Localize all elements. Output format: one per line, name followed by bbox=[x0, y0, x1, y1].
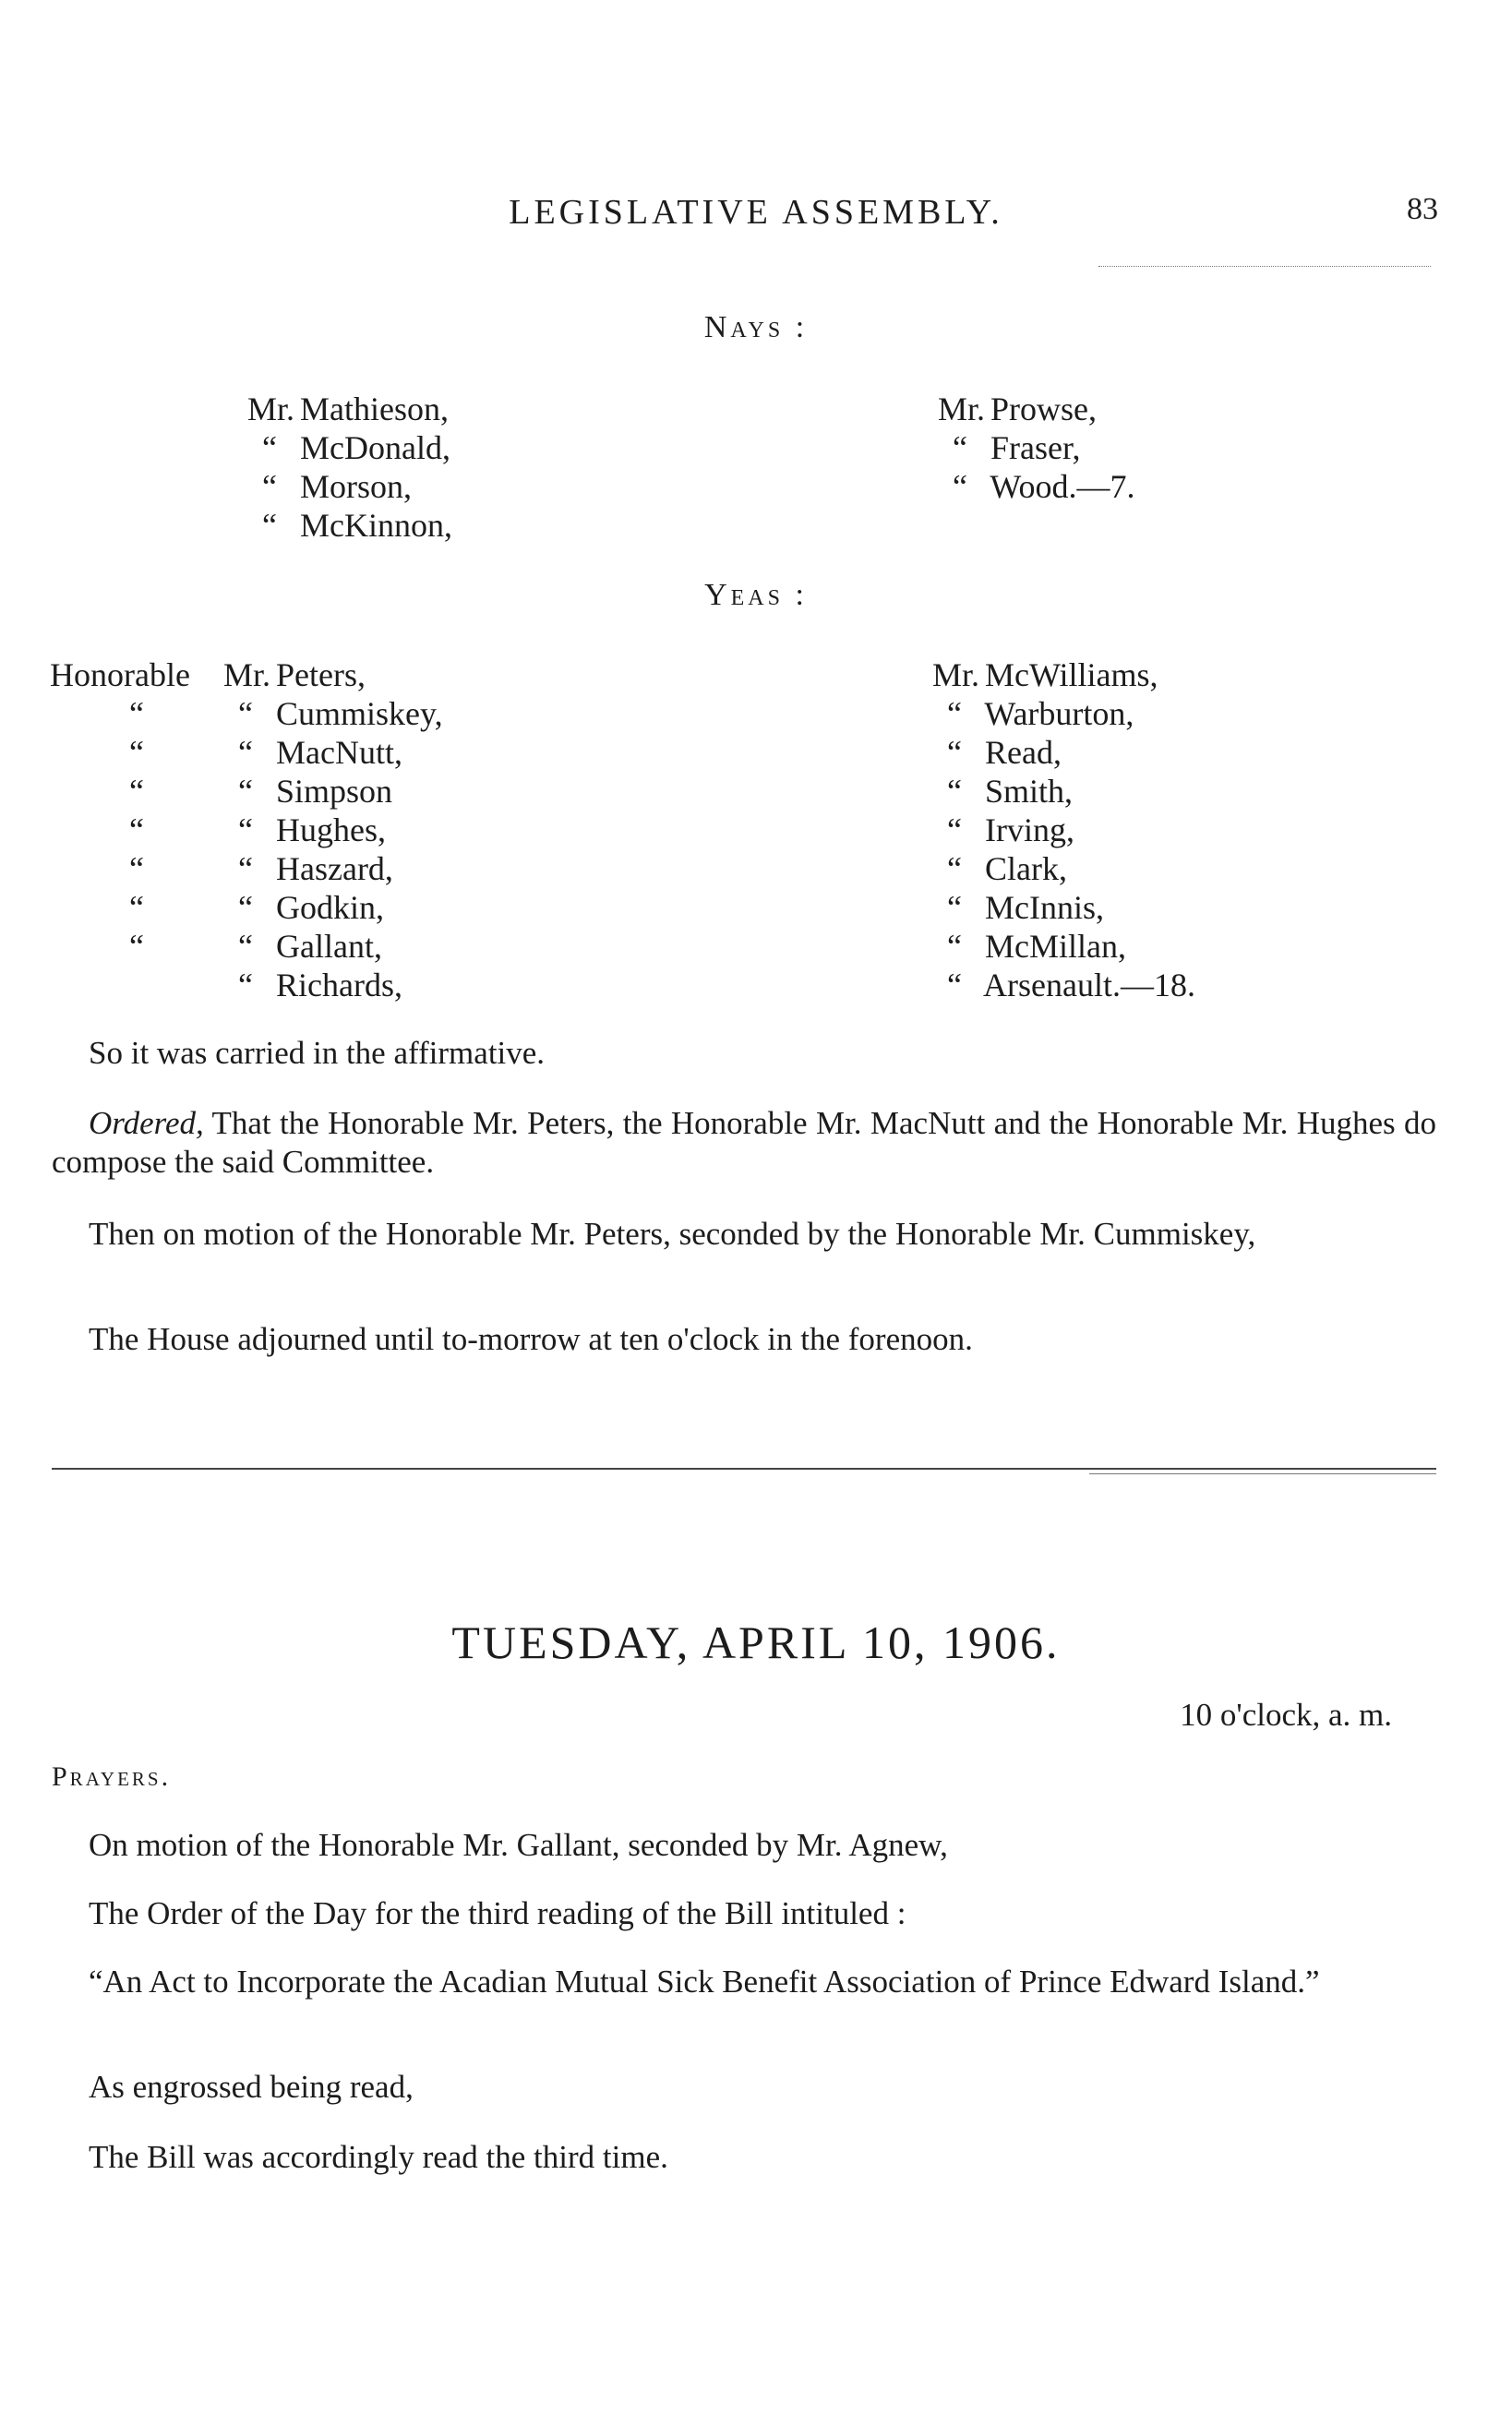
member-name: Warburton, bbox=[984, 695, 1134, 732]
vote-title: “ bbox=[129, 695, 144, 732]
vote-prefix: “ bbox=[947, 811, 962, 848]
vote-title: “ bbox=[129, 850, 144, 887]
member-name: Cummiskey, bbox=[276, 695, 443, 732]
vote-prefix: “ bbox=[947, 695, 962, 732]
vote-entry bbox=[50, 811, 443, 849]
vote-prefix: “ bbox=[238, 734, 253, 771]
member-name: MacNutt, bbox=[276, 734, 402, 771]
vote-prefix: “ bbox=[953, 468, 967, 505]
member-name: Clark, bbox=[985, 850, 1067, 887]
vote-entry bbox=[938, 390, 1134, 428]
member-name: Hughes, bbox=[276, 811, 386, 848]
day-motion-paragraph: On motion of the Honorable Mr. Gallant, seconded by Mr. Agnew, bbox=[89, 1827, 948, 1863]
vote-prefix: “ bbox=[262, 468, 277, 505]
vote-prefix: “ bbox=[947, 967, 962, 1003]
vote-prefix: Mr. bbox=[938, 390, 986, 427]
vote-entry bbox=[50, 655, 443, 694]
member-name: Peters, bbox=[276, 656, 366, 693]
member-name: Prowse, bbox=[990, 390, 1097, 427]
vote-prefix: “ bbox=[238, 928, 253, 965]
member-name: Richards, bbox=[276, 967, 402, 1003]
engrossed-paragraph: As engrossed being read, bbox=[89, 2069, 414, 2105]
vote-entry bbox=[50, 849, 443, 888]
vote-title: “ bbox=[129, 734, 144, 771]
adjourned-paragraph: The House adjourned until to-morrow at ten o'clock in the forenoon. bbox=[89, 1321, 973, 1357]
member-name: Godkin, bbox=[276, 889, 384, 926]
member-name: Gallant, bbox=[276, 928, 382, 965]
bill-title-paragraph: “An Act to Incorporate the Acadian Mutual Sick Benefit Association of Prince Edward Island.” bbox=[89, 1964, 1320, 2000]
vote-prefix: “ bbox=[947, 928, 962, 965]
prayers-label: Prayers. bbox=[52, 1761, 172, 1792]
member-name: Fraser, bbox=[990, 429, 1081, 466]
vote-entry bbox=[932, 966, 1195, 1004]
third-reading-paragraph: The Bill was accordingly read the third time. bbox=[89, 2139, 668, 2175]
member-name: Arsenault.—18. bbox=[983, 967, 1195, 1003]
yeas-left-column bbox=[50, 655, 443, 1004]
vote-prefix: “ bbox=[947, 850, 962, 887]
day-heading: TUESDAY, APRIL 10, 1906. bbox=[451, 1616, 1061, 1668]
vote-entry bbox=[50, 888, 443, 927]
member-name: McWilliams, bbox=[985, 656, 1158, 693]
vote-prefix: “ bbox=[947, 889, 962, 926]
member-name: Simpson bbox=[276, 773, 393, 810]
vote-prefix: “ bbox=[238, 773, 253, 810]
member-name: Morson, bbox=[300, 468, 413, 505]
vote-title: “ bbox=[129, 811, 144, 848]
section-divider-secondary bbox=[1089, 1473, 1436, 1474]
vote-entry bbox=[50, 733, 443, 772]
member-name: Mathieson, bbox=[300, 390, 449, 427]
vote-entry bbox=[247, 390, 452, 428]
header-rule bbox=[1098, 266, 1431, 267]
member-name: Wood.—7. bbox=[990, 468, 1135, 505]
vote-prefix: “ bbox=[953, 429, 967, 466]
nays-right-column bbox=[938, 390, 1134, 506]
vote-entry bbox=[932, 849, 1195, 888]
vote-entry bbox=[247, 506, 452, 545]
ordered-paragraph bbox=[52, 1104, 1436, 1182]
vote-prefix: “ bbox=[947, 734, 962, 771]
page-number: 83 bbox=[1407, 192, 1438, 226]
ordered-lead: Ordered, bbox=[89, 1105, 204, 1141]
vote-entry bbox=[932, 888, 1195, 927]
vote-prefix: Mr. bbox=[223, 656, 271, 693]
vote-entry bbox=[50, 694, 443, 733]
member-name: McInnis, bbox=[985, 889, 1104, 926]
vote-entry bbox=[50, 927, 443, 966]
vote-title: “ bbox=[129, 773, 144, 810]
vote-prefix: Mr. bbox=[247, 390, 295, 427]
vote-entry bbox=[938, 428, 1134, 467]
motion-paragraph: Then on motion of the Honorable Mr. Peters, seconded by the Honorable Mr. Cummiskey, bbox=[89, 1216, 1256, 1252]
vote-entry bbox=[50, 772, 443, 811]
order-of-day-paragraph: The Order of the Day for the third reading of the Bill intituled : bbox=[89, 1895, 906, 1931]
vote-prefix: “ bbox=[262, 429, 277, 466]
yeas-right-column bbox=[932, 655, 1195, 1004]
vote-prefix: Mr. bbox=[932, 656, 980, 693]
vote-prefix: “ bbox=[947, 773, 962, 810]
vote-entry bbox=[932, 733, 1195, 772]
nays-left-column bbox=[247, 390, 452, 545]
carried-paragraph: So it was carried in the affirmative. bbox=[89, 1035, 546, 1071]
member-name: McDonald, bbox=[300, 429, 450, 466]
vote-prefix: “ bbox=[238, 850, 253, 887]
vote-entry bbox=[932, 655, 1195, 694]
vote-entry bbox=[247, 428, 452, 467]
vote-prefix: “ bbox=[238, 967, 253, 1003]
vote-title: “ bbox=[129, 889, 144, 926]
vote-prefix: “ bbox=[262, 507, 277, 544]
vote-entry bbox=[932, 811, 1195, 849]
member-name: Read, bbox=[985, 734, 1062, 771]
yeas-heading: Yeas : bbox=[704, 578, 808, 612]
vote-entry bbox=[247, 467, 452, 506]
nays-heading: Nays : bbox=[703, 310, 809, 344]
member-name: McMillan, bbox=[985, 928, 1126, 965]
vote-title: Honorable bbox=[50, 656, 190, 693]
vote-entry bbox=[932, 927, 1195, 966]
ordered-text: That the Honorable Mr. Peters, the Honorable Mr. MacNutt and the Honorable Mr. Hughes do compose the said Committee. bbox=[52, 1105, 1436, 1180]
vote-prefix: “ bbox=[238, 811, 253, 848]
vote-entry bbox=[932, 694, 1195, 733]
member-name: McKinnon, bbox=[300, 507, 452, 544]
member-name: Irving, bbox=[985, 811, 1074, 848]
vote-title: “ bbox=[129, 928, 144, 965]
vote-prefix: “ bbox=[238, 889, 253, 926]
section-divider bbox=[52, 1468, 1436, 1470]
vote-entry bbox=[50, 966, 443, 1004]
sitting-time: 10 o'clock, a. m. bbox=[1180, 1697, 1392, 1733]
vote-entry bbox=[932, 772, 1195, 811]
member-name: Haszard, bbox=[276, 850, 393, 887]
page-header-title: LEGISLATIVE ASSEMBLY. bbox=[509, 193, 1003, 232]
vote-entry bbox=[938, 467, 1134, 506]
member-name: Smith, bbox=[985, 773, 1074, 810]
vote-prefix: “ bbox=[238, 695, 253, 732]
